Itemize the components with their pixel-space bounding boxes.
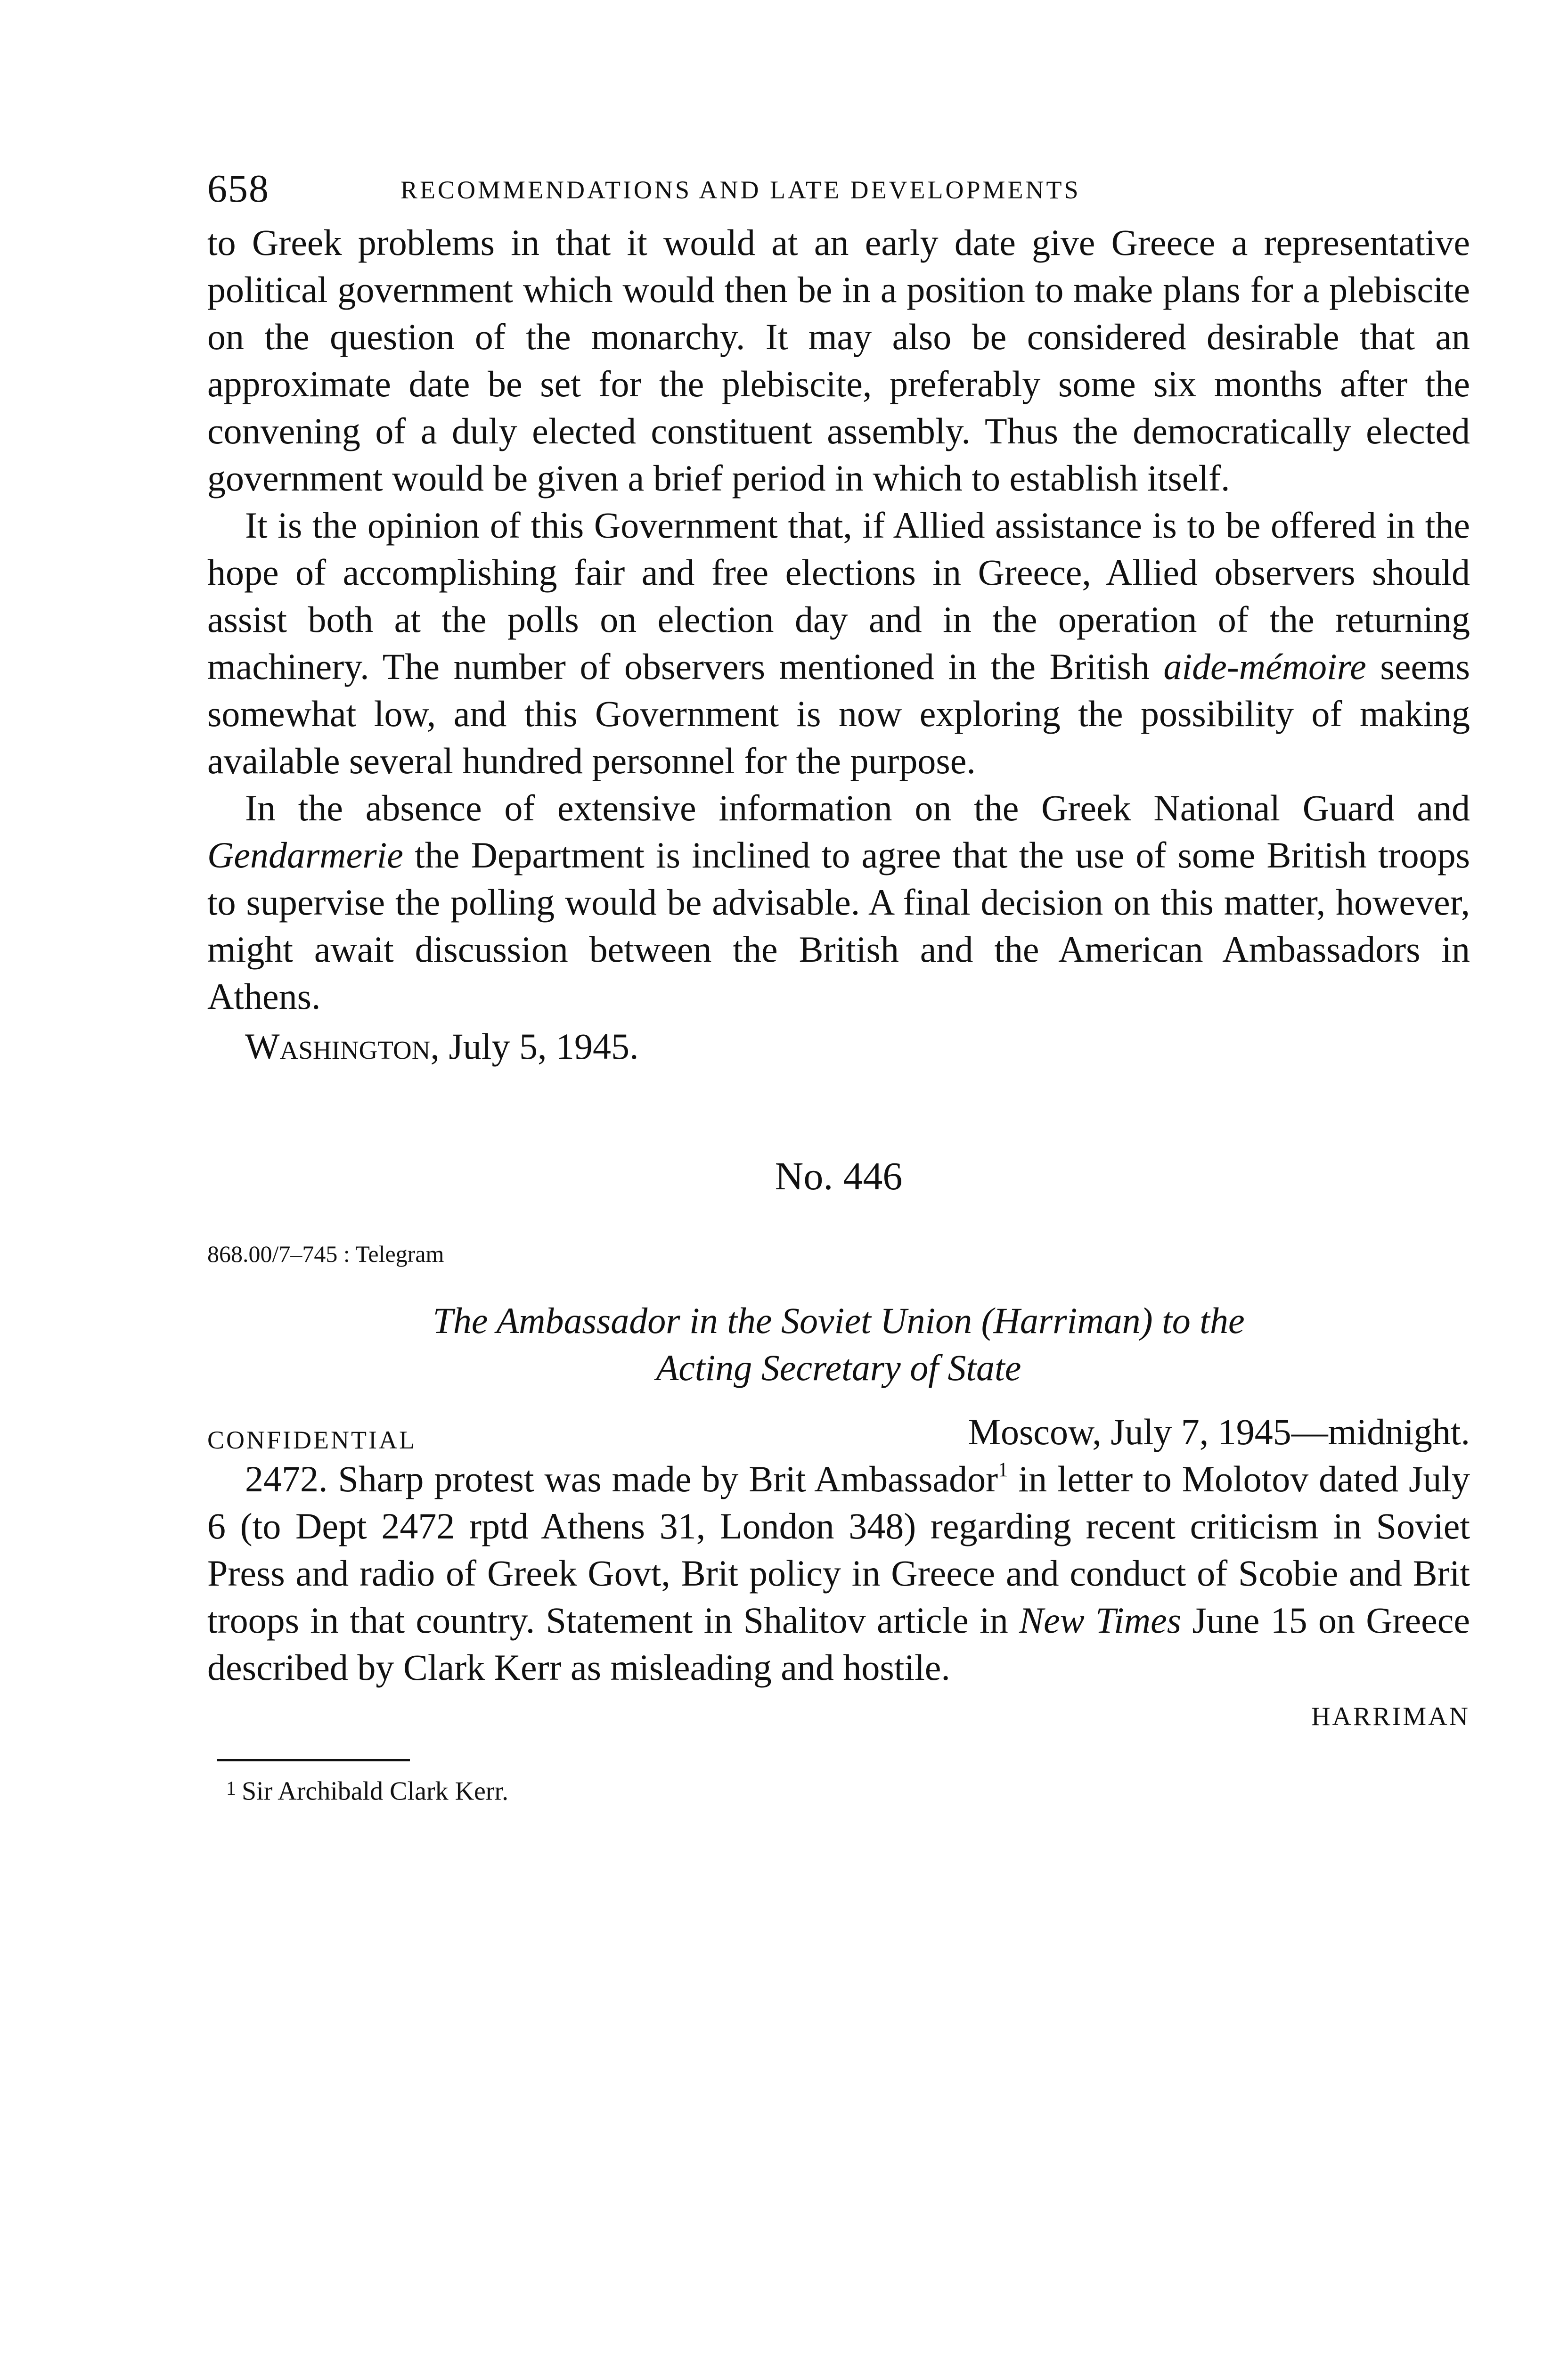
paragraph-1-text: to Greek problems in that it would at an early date give Greece a representative political government which would then be in a position to make plans for a plebiscite on the question of the monarchy. It may also be considered desirable that an approximate date be set for the plebiscite, preferably some six months after the convening of a duly elected constituent assembly. Thus the democratically elected government would be given a brief period in which to establish itself. (207, 222, 1470, 499)
paragraph-observers (207, 502, 1470, 785)
paragraph-3-italic-term: Gendarmerie (207, 834, 403, 875)
document-number: No. 446 (775, 1154, 903, 1198)
telegram-text-a: 2472. Sharp protest was made by Brit Ambassador (245, 1458, 998, 1499)
publication-title: New Times (1019, 1600, 1182, 1641)
signoff-place: Washington, (245, 1026, 440, 1067)
paragraph-troops (207, 785, 1470, 1020)
footnote-divider (217, 1759, 410, 1761)
paragraph-3-text-b: the Department is inclined to agree that the use of some British troops to supervise the polling would be advisable. A final decision on this matter, however, might await discussion between the British and the American Ambassadors in Athens. (207, 834, 1470, 1017)
document-title-line-1: The Ambassador in the Soviet Union (Harriman) to the (433, 1300, 1245, 1341)
dateline (207, 1408, 1470, 1456)
footnote (207, 1770, 1470, 1810)
classification-label: CONFIDENTIAL (207, 1426, 416, 1454)
paragraph-2-text-b: seems somewhat low, and this Government is now exploring the possibility of making available several hundred personnel for the purpose. (207, 646, 1470, 781)
place-date: Moscow, July 7, 1945—midnight. (968, 1411, 1470, 1452)
signoff-date: July 5, 1945. (439, 1026, 639, 1067)
document-title (207, 1297, 1470, 1391)
running-header (207, 141, 1470, 211)
page-number: 658 (207, 167, 270, 211)
footnote-reference: 1 (998, 1458, 1008, 1481)
paragraph-3-text-a: In the absence of extensive information on the Greek National Guard and (245, 787, 1470, 828)
paragraph-continuation (207, 219, 1470, 502)
document-page (207, 141, 1470, 1810)
paragraph-2-italic-term: aide-mémoire (1163, 646, 1366, 687)
file-reference: 868.00/7–745 : Telegram (207, 1241, 444, 1267)
footnote-text: Sir Archibald Clark Kerr. (242, 1776, 509, 1806)
document-title-line-2: Acting Secretary of State (656, 1347, 1021, 1388)
running-title: RECOMMENDATIONS AND LATE DEVELOPMENTS (400, 176, 1081, 204)
telegram-text-b: in letter to Molotov dated July 6 (to Dept 2472 rptd Athens 31, London 348) regarding recent criticism in Soviet Press and radio of Greek Govt, Brit policy in Greece and conduct of Scobie and Brit troops in that country. Statement in Shalitov article in (207, 1458, 1470, 1641)
memo-signoff (207, 1023, 1470, 1070)
telegram-text-c: June 15 on Greece described by Clark Kerr as misleading and hostile. (207, 1600, 1470, 1688)
signature: HARRIMAN (1311, 1702, 1470, 1731)
telegram-body (207, 1456, 1470, 1691)
paragraph-2-text-a: It is the opinion of this Government that, if Allied assistance is to be offered in the hope of accomplishing fair and free elections in Greece, Allied observers should assist both at the polls on election day and in the operation of the returning machinery. The number of observers mentioned in the British (207, 505, 1470, 687)
footnote-mark: 1 (226, 1778, 236, 1800)
